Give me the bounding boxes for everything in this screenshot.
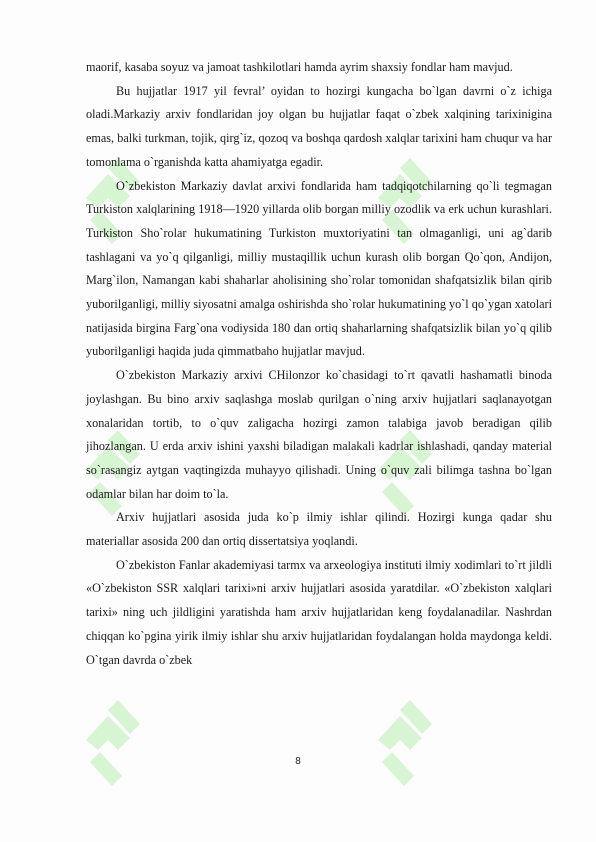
page-number: 8 [295, 756, 301, 767]
paragraph: Bu hujjatlar 1917 yil fevral’ oyidan to hozirgi kungacha bo`lgan davrni o`z ichiga oladi.Markaziy arxiv fondlaridan joy olgan bu hujjatlar faqat o`zbek xalqining tarixinigina emas, balki turkman, tojik, qirg`iz, qozoq va boshqa qardosh xalqlar tarixini ham chuqur va har tomonlama o`rganishda katta ahamiyatga egadir. [86, 83, 552, 169]
body-text [86, 56, 552, 672]
watermark-logo-icon [78, 680, 148, 790]
paragraph: O`zbekiston Markaziy davlat arxivi fondlarida ham tadqiqotchilarning qo`li tegmagan Turkiston xalqlarining 1918—1920 yillarda olib borgan milliy ozodlik va erk uchun kurashlari. Turkiston Sho`rolar hukumatining Turkiston muxtoriyatini tan olmaganligi, uni ag`darib tashlagani va yo`q qilganligi, milliy mustaqillik uchun kurash olib borgan Qo`qon, Andijon, Marg`ilon, Namangan kabi shaharlar aholisining sho`rolar tomonidan shafqatsizlik bilan qirib yuborilganligi, milliy siyosatni amalga oshirishda sho`rolar hukumatining yo`l qo`ygan xatolari natijasida birgina Farg`ona vodiysida 180 dan ortiq shaharlarning shafqatsizlik bilan yo`q qilib yuborilganligi haqida juda qimmatbaho hujjatlar mavjud. [86, 178, 552, 359]
watermark-logo-icon [370, 680, 440, 790]
paragraph: O`zbekiston Fanlar akademiyasi tarmx va arxeologiya instituti ilmiy xodimlari to`rt jildli «O`zbekiston SSR xalqlari tarixi»ni arxiv hujjatlari asosida yaratdilar. «O`zbekiston xalqlari tarixi» ning uch jildligini yaratishda ham arxiv hujjatlaridan keng foydalanadilar. Nashrdan chiqqan ko`pgina yirik ilmiy ishlar shu arxiv hujjatlaridan foydalangan holda maydonga keldi. O`tgan davrda o`zbek [86, 557, 552, 667]
paragraph: O`zbekiston Markaziy arxivi CHilonzor ko`chasidagi to`rt qavatli hashamatli binoda joylashgan. Bu bino arxiv saqlashga moslab qurilgan o`ning arxiv hujjatlari saqlanayotgan xonalaridan tortib, to o`quv zaligacha hozirgi zamon talabiga javob beradigan qilib jihozlangan. U erda arxiv ishini yaxshi biladigan malakali kadrlar ishlashadi, qanday material so`rasangiz aytgan vaqtingizda muhayyo qilishadi. Uning o`quv zali bilimga tashna bo`lgan odamlar bilan har doim to`la. [86, 368, 552, 501]
paragraph: Arxiv hujjatlari asosida juda ko`p ilmiy ishlar qilindi. Hozirgi kunga qadar shu materiallar asosida 200 dan ortiq dissertatsiya yoqlandi. [86, 510, 552, 549]
paragraph-continuation: maorif, kasaba soyuz va jamoat tashkilotlari hamda ayrim shaxsiy fondlar ham mavjud. [86, 60, 513, 74]
